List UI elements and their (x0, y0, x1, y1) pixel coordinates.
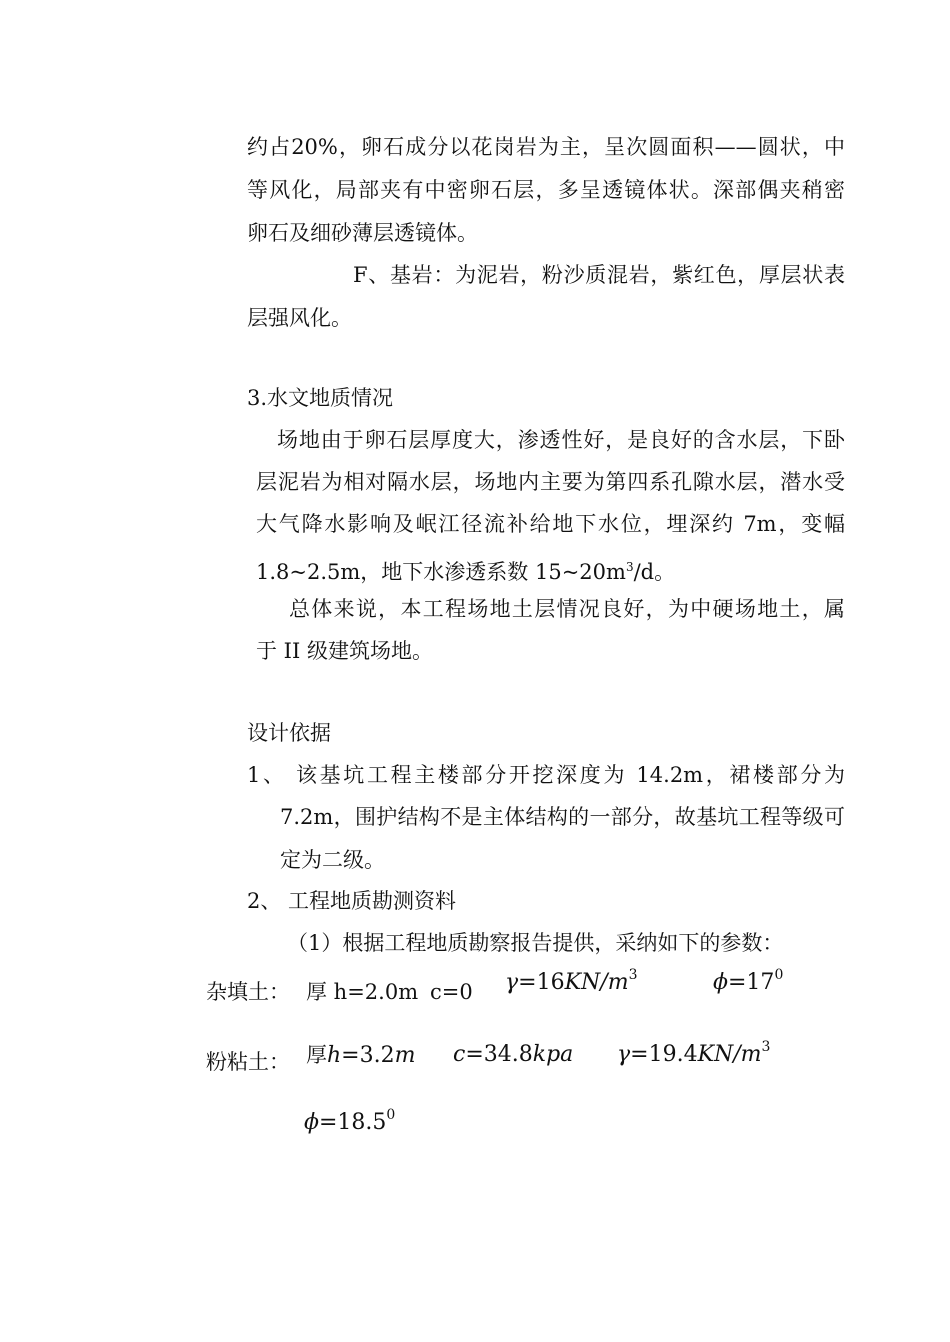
thickness-prefix: 厚 (306, 1043, 327, 1067)
phi-value: =18.5 (319, 1110, 387, 1135)
gamma-symbol: γ (617, 1042, 631, 1067)
paragraph-line: 大气降水影响及岷江径流补给地下水位，埋深约 7m，变幅 (256, 512, 845, 536)
fill-phi-value: =17 (728, 970, 775, 995)
superscript: 3 (625, 560, 634, 574)
gamma-symbol: γ (505, 970, 519, 995)
superscript: 0 (386, 1107, 396, 1123)
list-item-sub: （1）根据工程地质勘察报告提供，采纳如下的参数： (287, 931, 784, 955)
fill-gamma-unit: KN/m (564, 970, 629, 995)
soil-name-fill: 杂填土： (206, 980, 290, 1004)
paragraph-line: 约占20%，卵石成分以花岗岩为主，呈次圆面积——圆状，中 (247, 135, 845, 159)
fill-thickness: 厚 h=2.0m (306, 980, 419, 1004)
silty-clay-cohesion (453, 1040, 573, 1070)
section-heading: 设计依据 (247, 721, 331, 745)
paragraph-line: 于 II 级建筑场地。 (256, 639, 433, 663)
paragraph-line (256, 552, 675, 587)
list-item-continuation: 定为二级。 (280, 848, 385, 872)
c-value: =34.8 (465, 1042, 533, 1067)
c-var: c (453, 1042, 466, 1067)
list-item: 1、 该基坑工程主楼部分开挖深度为 14.2m，裙楼部分为 (247, 763, 845, 787)
superscript: 0 (774, 967, 784, 983)
hydro-coefficient-text: 1.8~2.5m，地下水渗透系数 15~20m (256, 560, 626, 584)
hydro-coefficient-unit: /d。 (633, 560, 676, 584)
phi-symbol: ϕ (304, 1110, 319, 1135)
section-heading: 3.水文地质情况 (247, 386, 394, 410)
paragraph-line: F、基岩：为泥岩，粉沙质混岩，紫红色，厚层状表 (353, 263, 845, 287)
list-item-continuation: 7.2m，围护结构不是主体结构的一部分，故基坑工程等级可 (280, 805, 845, 829)
c-unit: kpa (532, 1042, 574, 1067)
gamma-value: =19.4 (630, 1042, 698, 1067)
soil-name-silty-clay: 粉粘土： (206, 1050, 290, 1074)
paragraph-line: 卵石及细砂薄层透镜体。 (247, 221, 478, 245)
fill-friction-angle (713, 968, 783, 998)
silty-clay-friction-angle (304, 1108, 395, 1138)
superscript: 3 (628, 967, 638, 983)
fill-gamma-value: =16 (518, 970, 565, 995)
h-var: h (327, 1043, 342, 1068)
gamma-unit: KN/m (697, 1042, 762, 1067)
paragraph-line: 等风化，局部夹有中密卵石层，多呈透镜体状。深部偶夹稍密 (247, 178, 845, 202)
paragraph-line: 层强风化。 (247, 306, 352, 330)
paragraph-line: 层泥岩为相对隔水层，场地内主要为第四系孔隙水层，潜水受 (256, 470, 845, 494)
silty-clay-unit-weight (617, 1040, 770, 1070)
h-value: =3.2 (341, 1043, 395, 1068)
list-item: 2、 工程地质勘测资料 (247, 889, 457, 913)
h-unit: m (394, 1043, 416, 1068)
fill-unit-weight (505, 968, 637, 998)
phi-symbol: ϕ (713, 970, 728, 995)
fill-cohesion: c=0 (430, 980, 473, 1004)
paragraph-line: 总体来说，本工程场地土层情况良好，为中硬场地土，属 (289, 597, 845, 621)
superscript: 3 (761, 1039, 771, 1055)
silty-clay-thickness (306, 1040, 415, 1071)
paragraph-line: 场地由于卵石层厚度大，渗透性好，是良好的含水层，下卧 (277, 428, 845, 452)
